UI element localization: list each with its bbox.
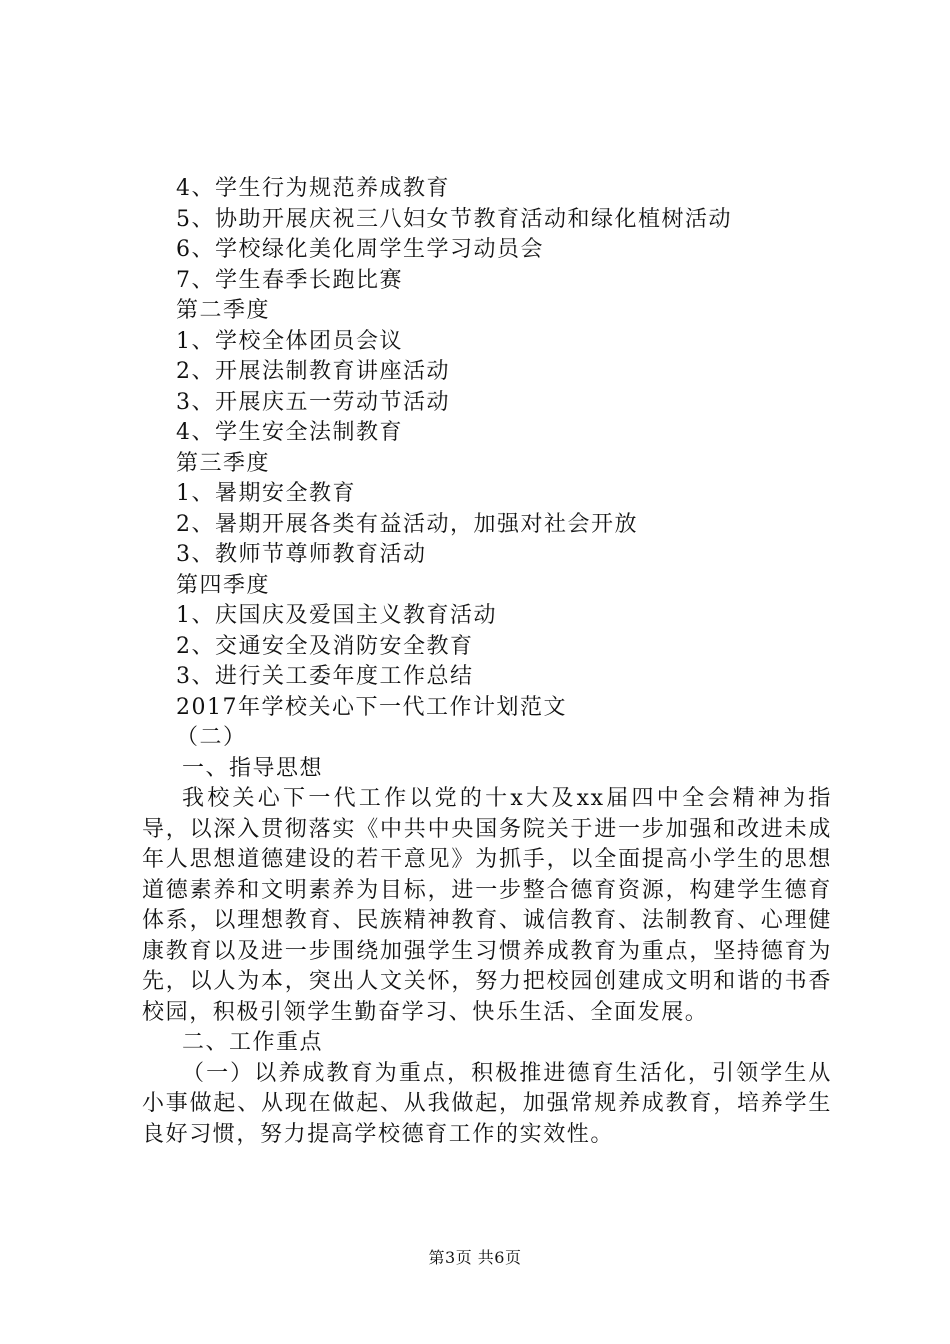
list-item: 6、学校绿化美化周学生学习动员会 — [176, 237, 544, 262]
document-title: 2017年学校关心下一代工作计划范文 — [176, 694, 567, 720]
quarter-heading-3: 第三季度 — [176, 450, 271, 476]
list-item: 7、学生春季长跑比赛 — [176, 267, 403, 293]
list-item: 4、学生行为规范养成教育 — [176, 176, 450, 201]
list-item: 1、学校全体团员会议 — [176, 328, 403, 354]
list-item: 4、学生安全法制教育 — [176, 420, 403, 445]
list-item: 3、进行关工委年度工作总结 — [176, 664, 474, 689]
list-item: 2、交通安全及消防安全教育 — [176, 633, 474, 659]
list-item: 1、庆国庆及爱国主义教育活动 — [176, 603, 497, 628]
list-item: 3、教师节尊师教育活动 — [176, 542, 427, 567]
paragraph-focus: （一）以养成教育为重点，积极推进德育生活化，引领学生从小事做起、从现在做起、从我做起，加强常规养成教育，培养学生良好习惯，努力提高学校德育工作的实效性。 — [142, 1060, 832, 1147]
section-title-guiding: 一、指导思想 — [182, 755, 324, 781]
paragraph-guiding: 我校关心下一代工作以党的十x大及xx届四中全会精神为指导，以深入贯彻落实《中共中央国务院关于进一步加强和改进未成年人思想道德建设的若干意见》为抓手，以全面提高小学生的思想道德素养和文明素养为目标，进一步整合德育资源，构建学生德育体系，以理想教育、民族精神教育、诚信教育、法制教育、心理健康教育以及进一步围绕加强学生习惯养成教育为重点，坚持德育为先，以人为本，突出人文关怀，努力把校园创建成文明和谐的书香校园，积极引领学生勤奋学习、快乐生活、全面发展。 — [142, 786, 832, 1025]
list-item: 2、暑期开展各类有益活动，加强对社会开放 — [176, 511, 638, 537]
quarter-heading-2: 第二季度 — [176, 298, 271, 323]
document-body — [142, 174, 832, 1150]
list-item: 5、协助开展庆祝三八妇女节教育活动和绿化植树活动 — [176, 206, 732, 232]
document-subtitle: （二） — [176, 725, 247, 750]
list-item: 2、开展法制教育讲座活动 — [176, 359, 450, 384]
section-title-focus: 二、工作重点 — [182, 1030, 324, 1055]
page-footer: 第3页 共6页 — [428, 1248, 522, 1267]
list-item: 1、暑期安全教育 — [176, 481, 356, 506]
list-item: 3、开展庆五一劳动节活动 — [176, 389, 450, 415]
quarter-heading-4: 第四季度 — [176, 572, 271, 598]
